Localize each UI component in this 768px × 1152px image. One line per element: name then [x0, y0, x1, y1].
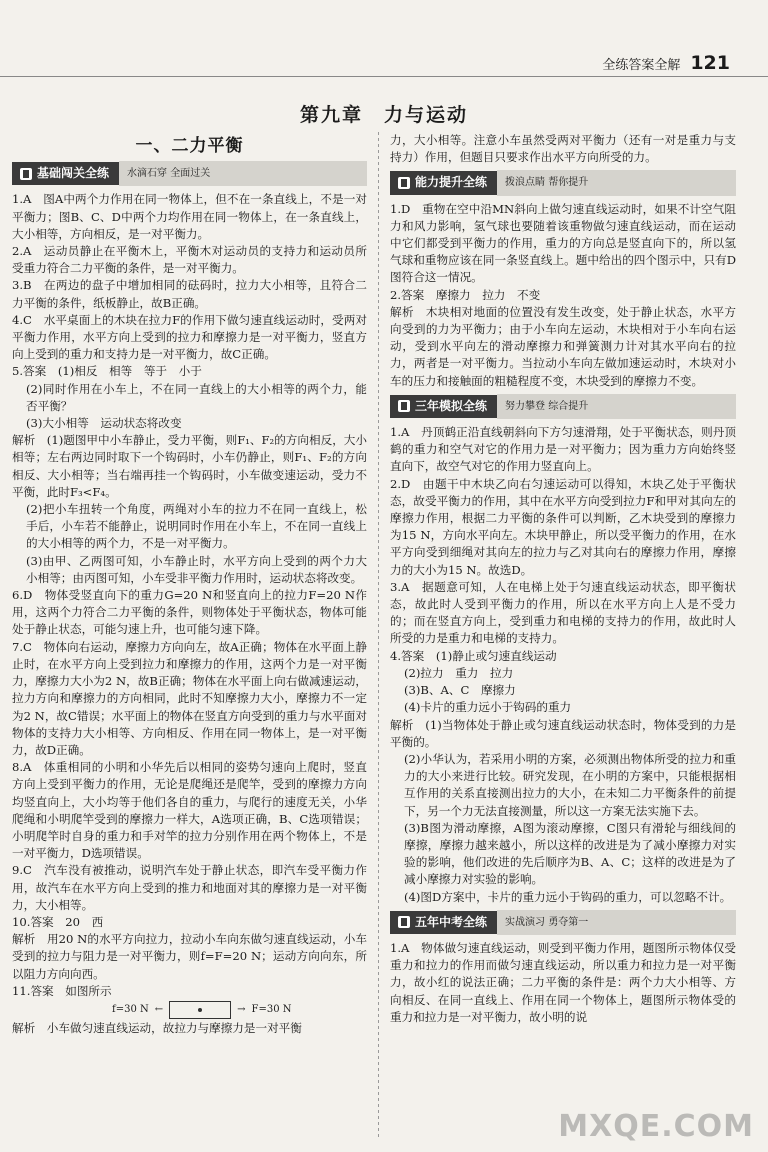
- book-icon: [398, 400, 410, 412]
- answer-line: (2)同时作用在小车上，不在同一直线上的大小相等的两个力，能否平衡？: [26, 381, 367, 413]
- force-diagram: [112, 1001, 367, 1019]
- left-column: [12, 132, 367, 1037]
- answer-line: 1.D 重物在空中沿MN斜向上做匀速直线运动时，如果不计空气阻力和风力影响，氢气球也要随着该重物做匀速直线运动，而在运动中它们都受到平衡力的作用，重力的方向总是竖直向下的，所以氢气球和重物应该在同一条竖直线上。题中给出的四个图示中，只有D图符合这一情况。: [390, 201, 736, 285]
- answer-line: 1.A 丹顶鹤正沿直线朝斜向下方匀速滑翔，处于平衡状态，则丹顶鹤的重力和空气对它的作用力是一对平衡力；因为重力方向始终竖直向下，故空气对它的作用力竖直向上。: [390, 425, 736, 474]
- answer-line: 2.D 由题干中木块乙向右匀速运动可以得知，木块乙处于平衡状态，故受平衡力的作用，其中在水平方向受到拉力F和甲对其向左的摩擦力作用，根据二力平衡的条件可以判断，乙木块受到的摩擦力为15 N，方向水平向左。木块甲静止，所以受平衡力的作用，在水平方向受到细绳对其向左的拉力与乙对其向右的摩擦力作用，摩擦力的大小为15 N。故选D。: [390, 476, 736, 577]
- answer-line: 9.C 汽车没有被推动，说明汽车处于静止状态，即汽车受平衡力作用，故汽车在水平方向上受到的推力和地面对其的摩擦力是一对平衡力，大小相等。: [12, 863, 367, 912]
- answer-line: 1.A 物体做匀速直线运动，则受到平衡力作用，题图所示物体仅受重力和拉力的作用而做匀速直线运动，所以重力和拉力是一对平衡力，故小红的说法正确；二力平衡的条件是：两个力大小相等、方向相反、在同一直线上、作用在同一个物体上，题图所示物体受的重力和拉力是一对平衡力，故小明的说: [390, 940, 736, 1024]
- banner-exam: [390, 910, 736, 935]
- analysis-line: (2)把小车扭转一个角度，两绳对小车的拉力不在同一直线上，松手后，小车若不能静止，说明同时作用在小车上，不在同一直线上的大小相等的两个力，不是一对平衡力。: [26, 502, 367, 551]
- answer-line: 2.答案 摩擦力 拉力 不变: [390, 287, 541, 302]
- banner-ability: [390, 170, 736, 195]
- analysis-line: (4)图D方案中，卡片的重力远小于钩码的重力，可以忽略不计。: [404, 889, 732, 904]
- banner-mock: [390, 394, 736, 419]
- analysis-line: (3)B图为滑动摩擦，A图为滚动摩擦，C图只有滑轮与细线间的摩擦，摩擦力越来越小，所以这样的改进是为了减小摩擦力对实验的影响，他们改进的先后顺序为B、A、C；这样的改进是为了减小摩擦力对实验的影响。: [404, 820, 736, 887]
- answer-line: 3.A 据题意可知，人在电梯上处于匀速直线运动状态，即平衡状态，故此时人受到平衡力的作用，所以在水平方向上人是不受力的；而在竖直方向上，受到重力和电梯的支持力的作用，故此时人所受的力是重力和电梯的支持力。: [390, 579, 736, 646]
- page-number: 121: [690, 52, 730, 74]
- answer-line: 8.A 体重相同的小明和小华先后以相同的姿势匀速向上爬时，竖直方向上受到平衡力的作用，无论是爬绳还是爬竿，受到的摩擦力方向均竖直向上，大小均等于他们各自的重力，与爬行的速度无关，小华爬绳和小明爬竿受到的摩擦力一样大，A选项正确，B、C选项错误；小明爬竿时自身的重力和手对竿的拉力分别作用在两个物体上，不是一对平衡力，D选项错误。: [12, 760, 367, 861]
- page-header: [602, 52, 730, 74]
- section-title: 一、二力平衡: [135, 136, 244, 156]
- answer-line: 5.答案 (1)相反 相等 等于 小于: [12, 364, 202, 379]
- cart-box: [169, 1001, 231, 1019]
- book-icon: [398, 177, 410, 189]
- answer-line: 4.C 水平桌面上的木块在拉力F的作用下做匀速直线运动时，受两对平衡力作用，水平方向上受到的拉力和摩擦力是一对平衡力，竖直方向上受到的重力和支持力是一对平衡力，故C正确。: [12, 312, 367, 362]
- right-column: [390, 132, 736, 1026]
- answer-line: 6.D 物体受竖直向下的重力G=20 N和竖直向上的拉力F=20 N作用，这两个力符合二力平衡的条件，则物体处于平衡状态，物体可能处于静止状态，可能匀速上升，也可能匀速下降。: [12, 588, 367, 637]
- header-rule: [0, 76, 768, 77]
- answer-line: 1.A 图A中两个力作用在同一物体上，但不在一条直线上，不是一对平衡力；图B、C、D中两个力均作用在同一物体上，在一条直线上，大小相等，方向相反，是一对平衡力。: [12, 192, 367, 241]
- answer-line: (4)卡片的重力远小于钩码的重力: [404, 700, 572, 715]
- left-arrow-icon: ←: [154, 1004, 164, 1016]
- analysis-line: 解析 小车做匀速直线运动，故拉力与摩擦力是一对平衡: [12, 1020, 302, 1035]
- analysis-line: 解析 (1)题图甲中小车静止，受力平衡，则F₁、F₂的方向相反，大小相等；左右两边同时取下一个钩码时，小车仍静止，则F₁、F₂的方向相反、大小相等；当右端再挂一个钩码时，小车做变速运动，受力不平衡，此时F₃<F₄。: [12, 433, 367, 499]
- banner-basic-tag: 基础闯关全练: [37, 166, 110, 181]
- answer-line: 10.答案 20 西: [12, 914, 104, 929]
- column-divider: [378, 132, 379, 1137]
- banner-exam-tag: 五年中考全练: [415, 914, 488, 929]
- analysis-line: 解析 (1)当物体处于静止或匀速直线运动状态时，物体受到的力是平衡的。: [390, 717, 736, 749]
- pull-label: F=30 N: [251, 1004, 292, 1016]
- banner-ability-tag: 能力提升全练: [415, 175, 488, 190]
- answer-line: (2)拉力 重力 拉力: [404, 665, 514, 680]
- answer-line: 7.C 物体向右运动，摩擦力方向向左，故A正确；物体在水平面上静止时，在水平方向上受到拉力和摩擦力的作用，这两个力是一对平衡力，摩擦力大小为2 N，故B正确；物体在水平面上向右做减速运动，拉力方向和摩擦力的方向相同，此时不知摩擦力大小，摩擦力不一定为2 N，故C错误；水平面上的物体在竖直方向受到的重力与水平面对物体的支持力大小相等、方向相反、作用在同一物体上，是一对平衡力，故D正确。: [12, 639, 367, 757]
- analysis-line: 力，大小相等。注意小车虽然受两对平衡力（还有一对是重力与支持力）作用，但题目只要求作出水平方向所受的力。: [390, 133, 736, 165]
- analysis-line: 解析 木块相对地面的位置没有发生改变，处于静止状态，水平方向受到的力为平衡力；由于小车向左运动，木块相对于小车向右运动，受到水平向左的滑动摩擦力和弹簧测力计对其水平向右的拉力，两者是一对平衡力。当拉动小车向左做加速运动时，木块对小车的压力和接触面的粗糙程度不变，木块受到的摩擦力不变。: [390, 304, 736, 388]
- header-title: 全练答案全解: [602, 57, 681, 73]
- answer-line: (3)大小相等 运动状态将改变: [26, 416, 182, 431]
- answer-line: 2.A 运动员静止在平衡木上，平衡木对运动员的支持力和运动员所受重力符合二力平衡的条件，是一对平衡力。: [12, 244, 367, 276]
- banner-basic: [12, 161, 367, 186]
- answer-line: 4.答案 (1)静止或匀速直线运动: [390, 648, 557, 663]
- chapter-title: 第九章 力与运动: [299, 104, 468, 126]
- banner-mock-tag: 三年模拟全练: [415, 398, 488, 413]
- analysis-line: (2)小华认为，若采用小明的方案，必须测出物体所受的拉力和重力的大小来进行比较。研究发现，在小明的方案中，只能根据相互作用的关系直接测出拉力的大小，在未知二力平衡条件的前提下，另一个力无法直接测量，所以这一方案无法实施下去。: [404, 751, 736, 818]
- answer-line: (3)B、A、C 摩擦力: [404, 683, 516, 698]
- answer-line: 11.答案 如图所示: [12, 983, 112, 998]
- friction-label: f=30 N: [112, 1004, 149, 1016]
- watermark-logo: MXQE.COM: [558, 1109, 754, 1144]
- book-icon: [20, 168, 32, 180]
- banner-ability-sub: 拨浪点睛 帮你提升: [497, 170, 736, 195]
- analysis-line: 解析 用20 N的水平方向拉力，拉动小车向东做匀速直线运动，小车受到的拉力与阻力是一对平衡力，则f=F=20 N；运动方向向东，所以阻力方向向西。: [12, 932, 367, 981]
- right-arrow-icon: →: [237, 1004, 246, 1016]
- banner-exam-sub: 实战演习 勇夺第一: [497, 910, 736, 935]
- banner-basic-sub: 水滴石穿 全面过关: [119, 161, 367, 186]
- analysis-line: (3)由甲、乙两图可知，小车静止时，水平方向上受到的两个力大小相等；由丙图可知，小车受非平衡力作用时，运动状态将改变。: [26, 553, 367, 585]
- book-icon: [398, 916, 410, 928]
- banner-mock-sub: 努力攀登 综合提升: [497, 394, 736, 419]
- answer-line: 3.B 在两边的盘子中增加相同的砝码时，拉力大小相等，且符合二力平衡的条件，纸板静止，故B正确。: [12, 278, 367, 310]
